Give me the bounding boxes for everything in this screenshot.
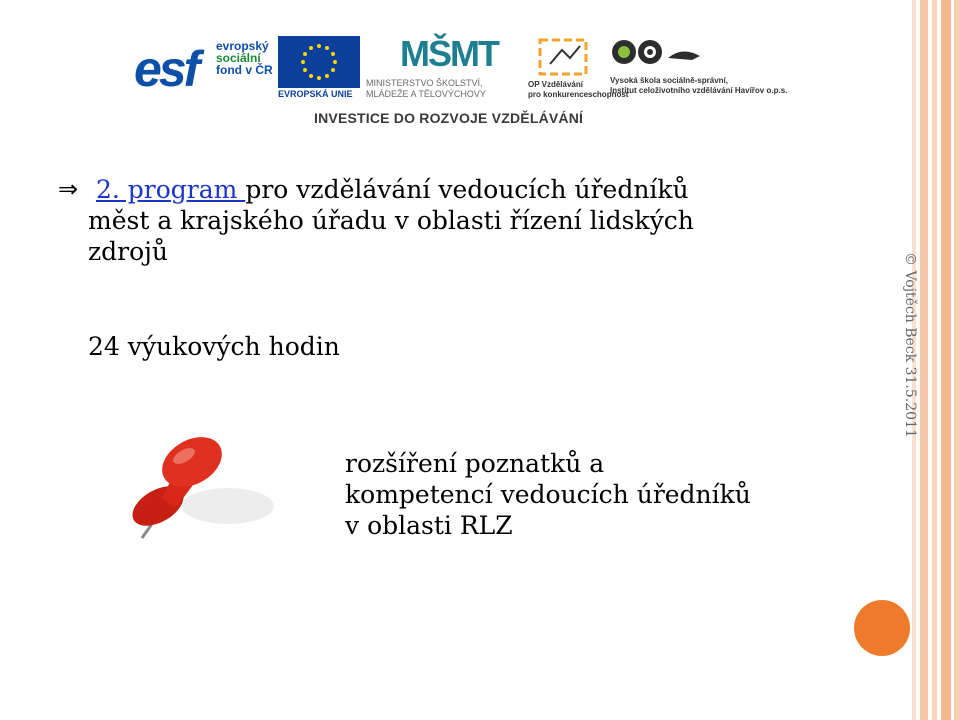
copyright-caption: © Vojtěch Beck 31.5.2011 bbox=[902, 252, 918, 438]
op-logo bbox=[528, 36, 629, 102]
eu-logo-caption: EVROPSKÁ UNIE bbox=[278, 89, 353, 99]
esf-logo-text: evropský sociální fond v ČR bbox=[216, 39, 273, 77]
logo-band bbox=[128, 30, 788, 130]
eu-flag-icon bbox=[278, 36, 360, 88]
pushpin-icon bbox=[118, 426, 278, 556]
decorative-dot bbox=[854, 600, 910, 656]
eu-logo bbox=[278, 36, 360, 98]
goal-line2: kompetencí vedoucích úředníků bbox=[345, 480, 751, 509]
msmt-logo-text: MINISTERSTVO ŠKOLSTVÍ, MLÁDEŽE A TĚLOVÝCHOVY bbox=[366, 78, 486, 99]
op-logo-text: OP Vzdělávání pro konkurenceschopnost bbox=[528, 80, 629, 99]
msmt-logo-mark: MŠMT bbox=[400, 33, 498, 74]
vs-logo bbox=[610, 36, 790, 102]
vs-logo-text: Vysoká škola sociálně-správní, Institut celoživotního vzdělávání Havířov o.p.s. bbox=[610, 76, 788, 95]
esf-logo bbox=[134, 36, 274, 98]
op-logo-icon bbox=[536, 36, 596, 78]
program-title-rest: pro vzdělávání vedoucích úředníků bbox=[245, 175, 689, 204]
program-title-line2: měst a krajského úřadu v oblasti řízení lidských bbox=[88, 206, 694, 235]
hours-text: 24 výukových hodin bbox=[88, 332, 340, 361]
program-title-line3: zdrojů bbox=[88, 237, 169, 266]
goal-text bbox=[345, 448, 751, 541]
program-title bbox=[58, 174, 858, 267]
msmt-logo bbox=[366, 34, 516, 104]
goal-line3: v oblasti RLZ bbox=[345, 511, 513, 540]
esf-logo-mark: esf bbox=[134, 41, 198, 97]
owl-logo-icon bbox=[610, 36, 710, 72]
slogan-text: INVESTICE DO ROZVOJE VZDĚLÁVÁNÍ bbox=[314, 110, 584, 126]
goal-line1: rozšíření poznatků a bbox=[345, 449, 605, 478]
implies-arrow-icon: ⇒ bbox=[58, 175, 79, 203]
program-title-link[interactable]: 2. program bbox=[96, 175, 246, 204]
